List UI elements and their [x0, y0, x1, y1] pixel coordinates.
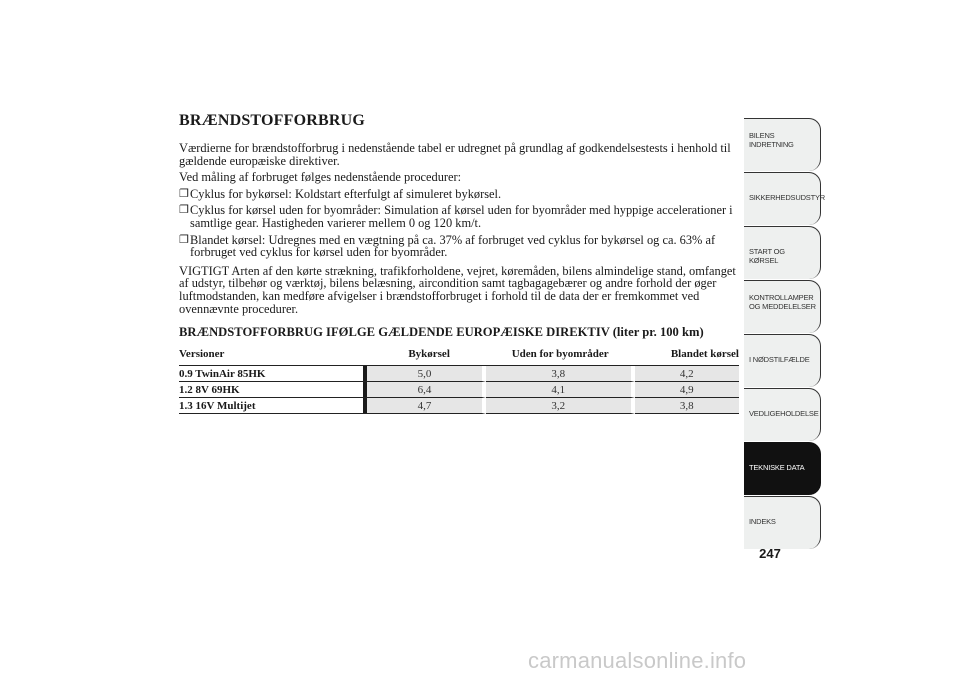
- procedure-list: [179, 188, 739, 259]
- row-version: 1.3 16V Multijet: [179, 398, 363, 414]
- table-header-row: [179, 346, 739, 366]
- column-header-extra: Uden for byområder: [486, 346, 635, 366]
- tab-tekniske-data[interactable]: TEKNISKE DATA: [744, 442, 821, 495]
- table-row: [179, 382, 739, 398]
- row-version: 0.9 TwinAir 85HK: [179, 366, 363, 382]
- page-number: 247: [759, 546, 781, 561]
- tab-indeks[interactable]: INDEKS: [744, 496, 821, 549]
- important-note: VIGTIGT Arten af den kørte strækning, trafikforholdene, vejret, køremåden, bilens almindelige stand, omfanget af udstyr, tilbehør og værktøj, bilens belæsning, aircondition samt tagbagagebærer og andre forhold der øger luftmodstanden, kan medføre afvigelser i brændstofforbruget i forhold til de data der er fremkommet ved ovennævnte procedurer.: [179, 263, 736, 316]
- checkbox-bullet-icon: ❐: [179, 204, 189, 217]
- table-row: [179, 366, 739, 382]
- list-item: [179, 188, 739, 201]
- checkbox-bullet-icon: ❐: [179, 187, 189, 200]
- cell-mixed: 4,2: [635, 366, 740, 382]
- list-item-text: Cyklus for bykørsel: Koldstart efterfulgt af simuleret bykørsel.: [190, 186, 502, 201]
- cell-mixed: 4,9: [635, 382, 740, 398]
- checkbox-bullet-icon: ❐: [179, 233, 189, 246]
- list-item-text: Blandet kørsel: Udregnes med en vægtning på ca. 37% af forbruget ved cyklus for bykørsel og ca. 63% af forbruget ved cyklus for kørsel uden for byområder.: [190, 232, 716, 260]
- tab-start-og-korsel[interactable]: START OG KØRSEL: [744, 226, 821, 279]
- column-header-city: Bykørsel: [367, 346, 486, 366]
- procedure-intro: Ved måling af forbruget følges nedenstående procedurer:: [179, 170, 462, 185]
- tab-i-nodstilfaelde[interactable]: I NØDSTILFÆLDE: [744, 334, 821, 387]
- table-title: BRÆNDSTOFFORBRUG IFØLGE GÆLDENDE EUROPÆISKE DIREKTIV (liter pr. 100 km): [179, 325, 704, 340]
- cell-city: 4,7: [367, 398, 486, 414]
- cell-mixed: 3,8: [635, 398, 740, 414]
- tab-vedligeholdelse[interactable]: VEDLIGEHOLDELSE: [744, 388, 821, 441]
- cell-extra: 3,2: [486, 398, 635, 414]
- page-title: BRÆNDSTOFFORBRUG: [179, 112, 366, 129]
- cell-extra: 4,1: [486, 382, 635, 398]
- list-item: [179, 234, 739, 259]
- watermark: carmanualsonline.info: [528, 648, 747, 673]
- list-item: [179, 204, 739, 229]
- cell-city: 6,4: [367, 382, 486, 398]
- column-header-mixed: Blandet kørsel: [635, 346, 740, 366]
- column-header-version: Versioner: [179, 346, 363, 366]
- list-item-text: Cyklus for kørsel uden for byområder: Simulation af kørsel uden for byområder med hyppige accelerationer i samtlige gear. Hastigheden varierer mellem 0 og 120 km/t.: [190, 203, 733, 230]
- consumption-table: [179, 346, 739, 414]
- cell-city: 5,0: [367, 366, 486, 382]
- main-content: [179, 112, 739, 414]
- tab-sikkerhedsudstyr[interactable]: SIKKERHEDSUDSTYR: [744, 172, 821, 225]
- table-row: [179, 398, 739, 414]
- row-version: 1.2 8V 69HK: [179, 382, 363, 398]
- tab-kontrollamper[interactable]: KONTROLLAMPER OG MEDDELELSER: [744, 280, 821, 333]
- tab-bilens-indretning[interactable]: BILENS INDRETNING: [744, 118, 821, 171]
- chapter-tabs: [744, 118, 825, 550]
- cell-extra: 3,8: [486, 366, 635, 382]
- intro-paragraph: Værdierne for brændstofforbrug i nedenstående tabel er udregnet på grundlag af godkendelsestests i henhold til gældende europæiske direktiver.: [179, 141, 731, 168]
